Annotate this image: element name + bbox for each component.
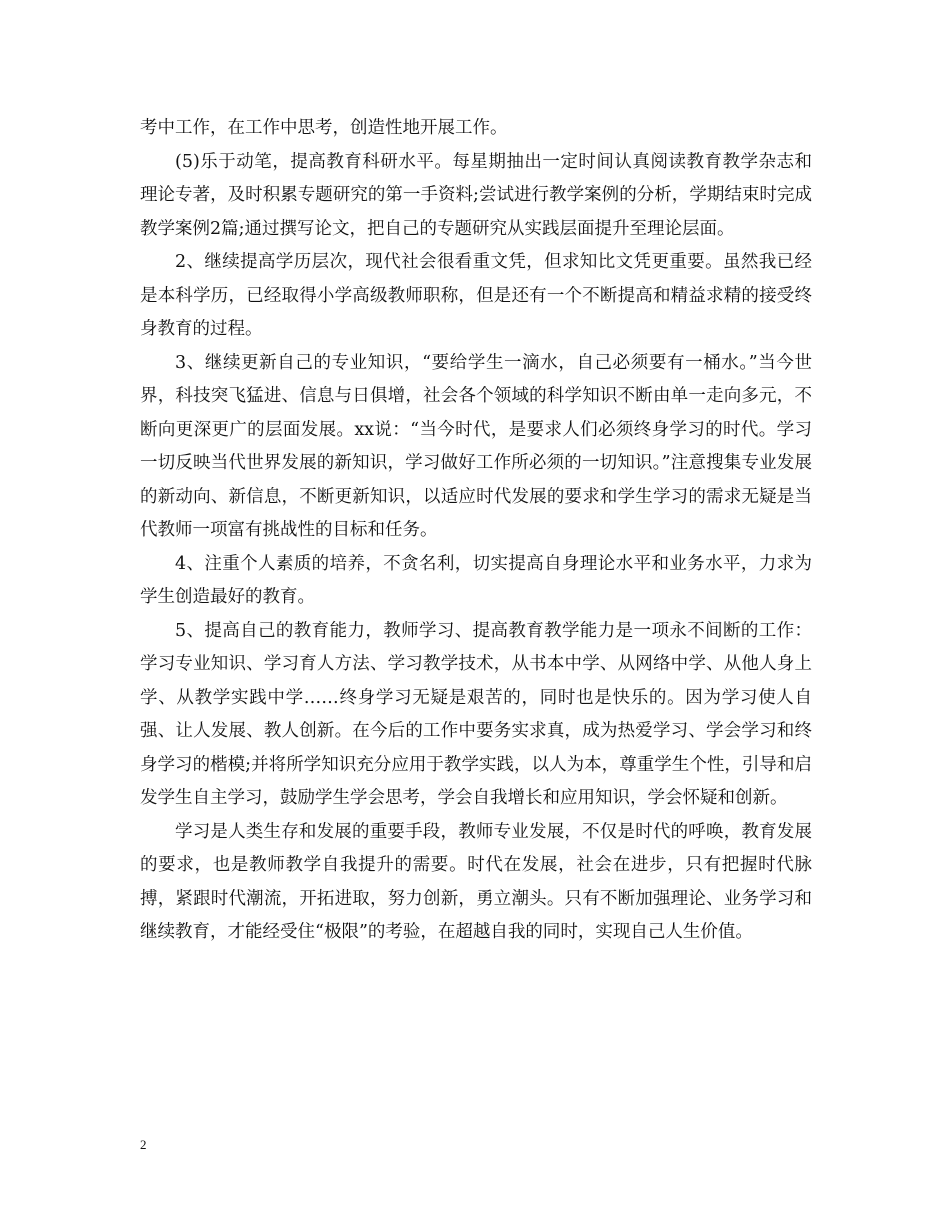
paragraph-5: 4、注重个人素质的培养，不贪名利，切实提高自身理论水平和业务水平，力求为学生创造最好的教育。 [140,553,812,607]
paragraph-6: 5、提高自己的教育能力，教师学习、提高教育教学能力是一项永不间断的工作：学习专业知识、学习育人方法、学习教学技术，从书本中学、从网络中学、从他人身上学、从教学实践中学……终身学习无疑是艰苦的，同时也是快乐的。因为学习使人自强、让人发展、教人创新。在今后的工作中要务实求真，成为热爱学习、学会学习和终身学习的楷模;并将所学知识充分应用于教学实践，以人为本，尊重学生个性，引导和启发学生自主学习，鼓励学生学会思考，学会自我增长和应用知识，学会怀疑和创新。 [140,620,812,808]
paragraph-2: (5)乐于动笔，提高教育科研水平。每星期抽出一定时间认真阅读教育教学杂志和理论专著，及时积累专题研究的第一手资料;尝试进行教学案例的分析，学期结束时完成教学案例2篇;通过撰写论文，把自己的专题研究从实践层面提升至理论层面。 [140,151,812,239]
paragraph-7: 学习是人类生存和发展的重要手段，教师专业发展，不仅是时代的呼唤，教育发展的要求，也是教师教学自我提升的需要。时代在发展，社会在进步，只有把握时代脉搏，紧跟时代潮流，开拓进取，努力创新，勇立潮头。只有不断加强理论、业务学习和继续教育，才能经受住“极限”的考验，在超越自我的同时，实现自己人生价值。 [140,821,812,942]
paragraph-3: 2、继续提高学历层次，现代社会很看重文凭，但求知比文凭更重要。虽然我已经是本科学历，已经取得小学高级教师职称，但是还有一个不断提高和精益求精的接受终身教育的过程。 [140,252,812,339]
page-number: 2 [140,1137,147,1152]
document-body [140,112,812,950]
paragraph-4: 3、继续更新自己的专业知识，“要给学生一滴水，自己必须要有一桶水。”当今世界，科技突飞猛进、信息与日俱增，社会各个领域的科学知识不断由单一走向多元，不断向更深更广的层面发展。xx说：“当今时代，是要求人们必须终身学习的时代。学习一切反映当代世界发展的新知识，学习做好工作所必须的一切知识。”注意搜集专业发展的新动向、新信息，不断更新知识，以适应时代发展的要求和学生学习的需求无疑是当代教师一项富有挑战性的目标和任务。 [140,352,812,540]
paragraph-1: 考中工作，在工作中思考，创造性地开展工作。 [140,118,508,138]
